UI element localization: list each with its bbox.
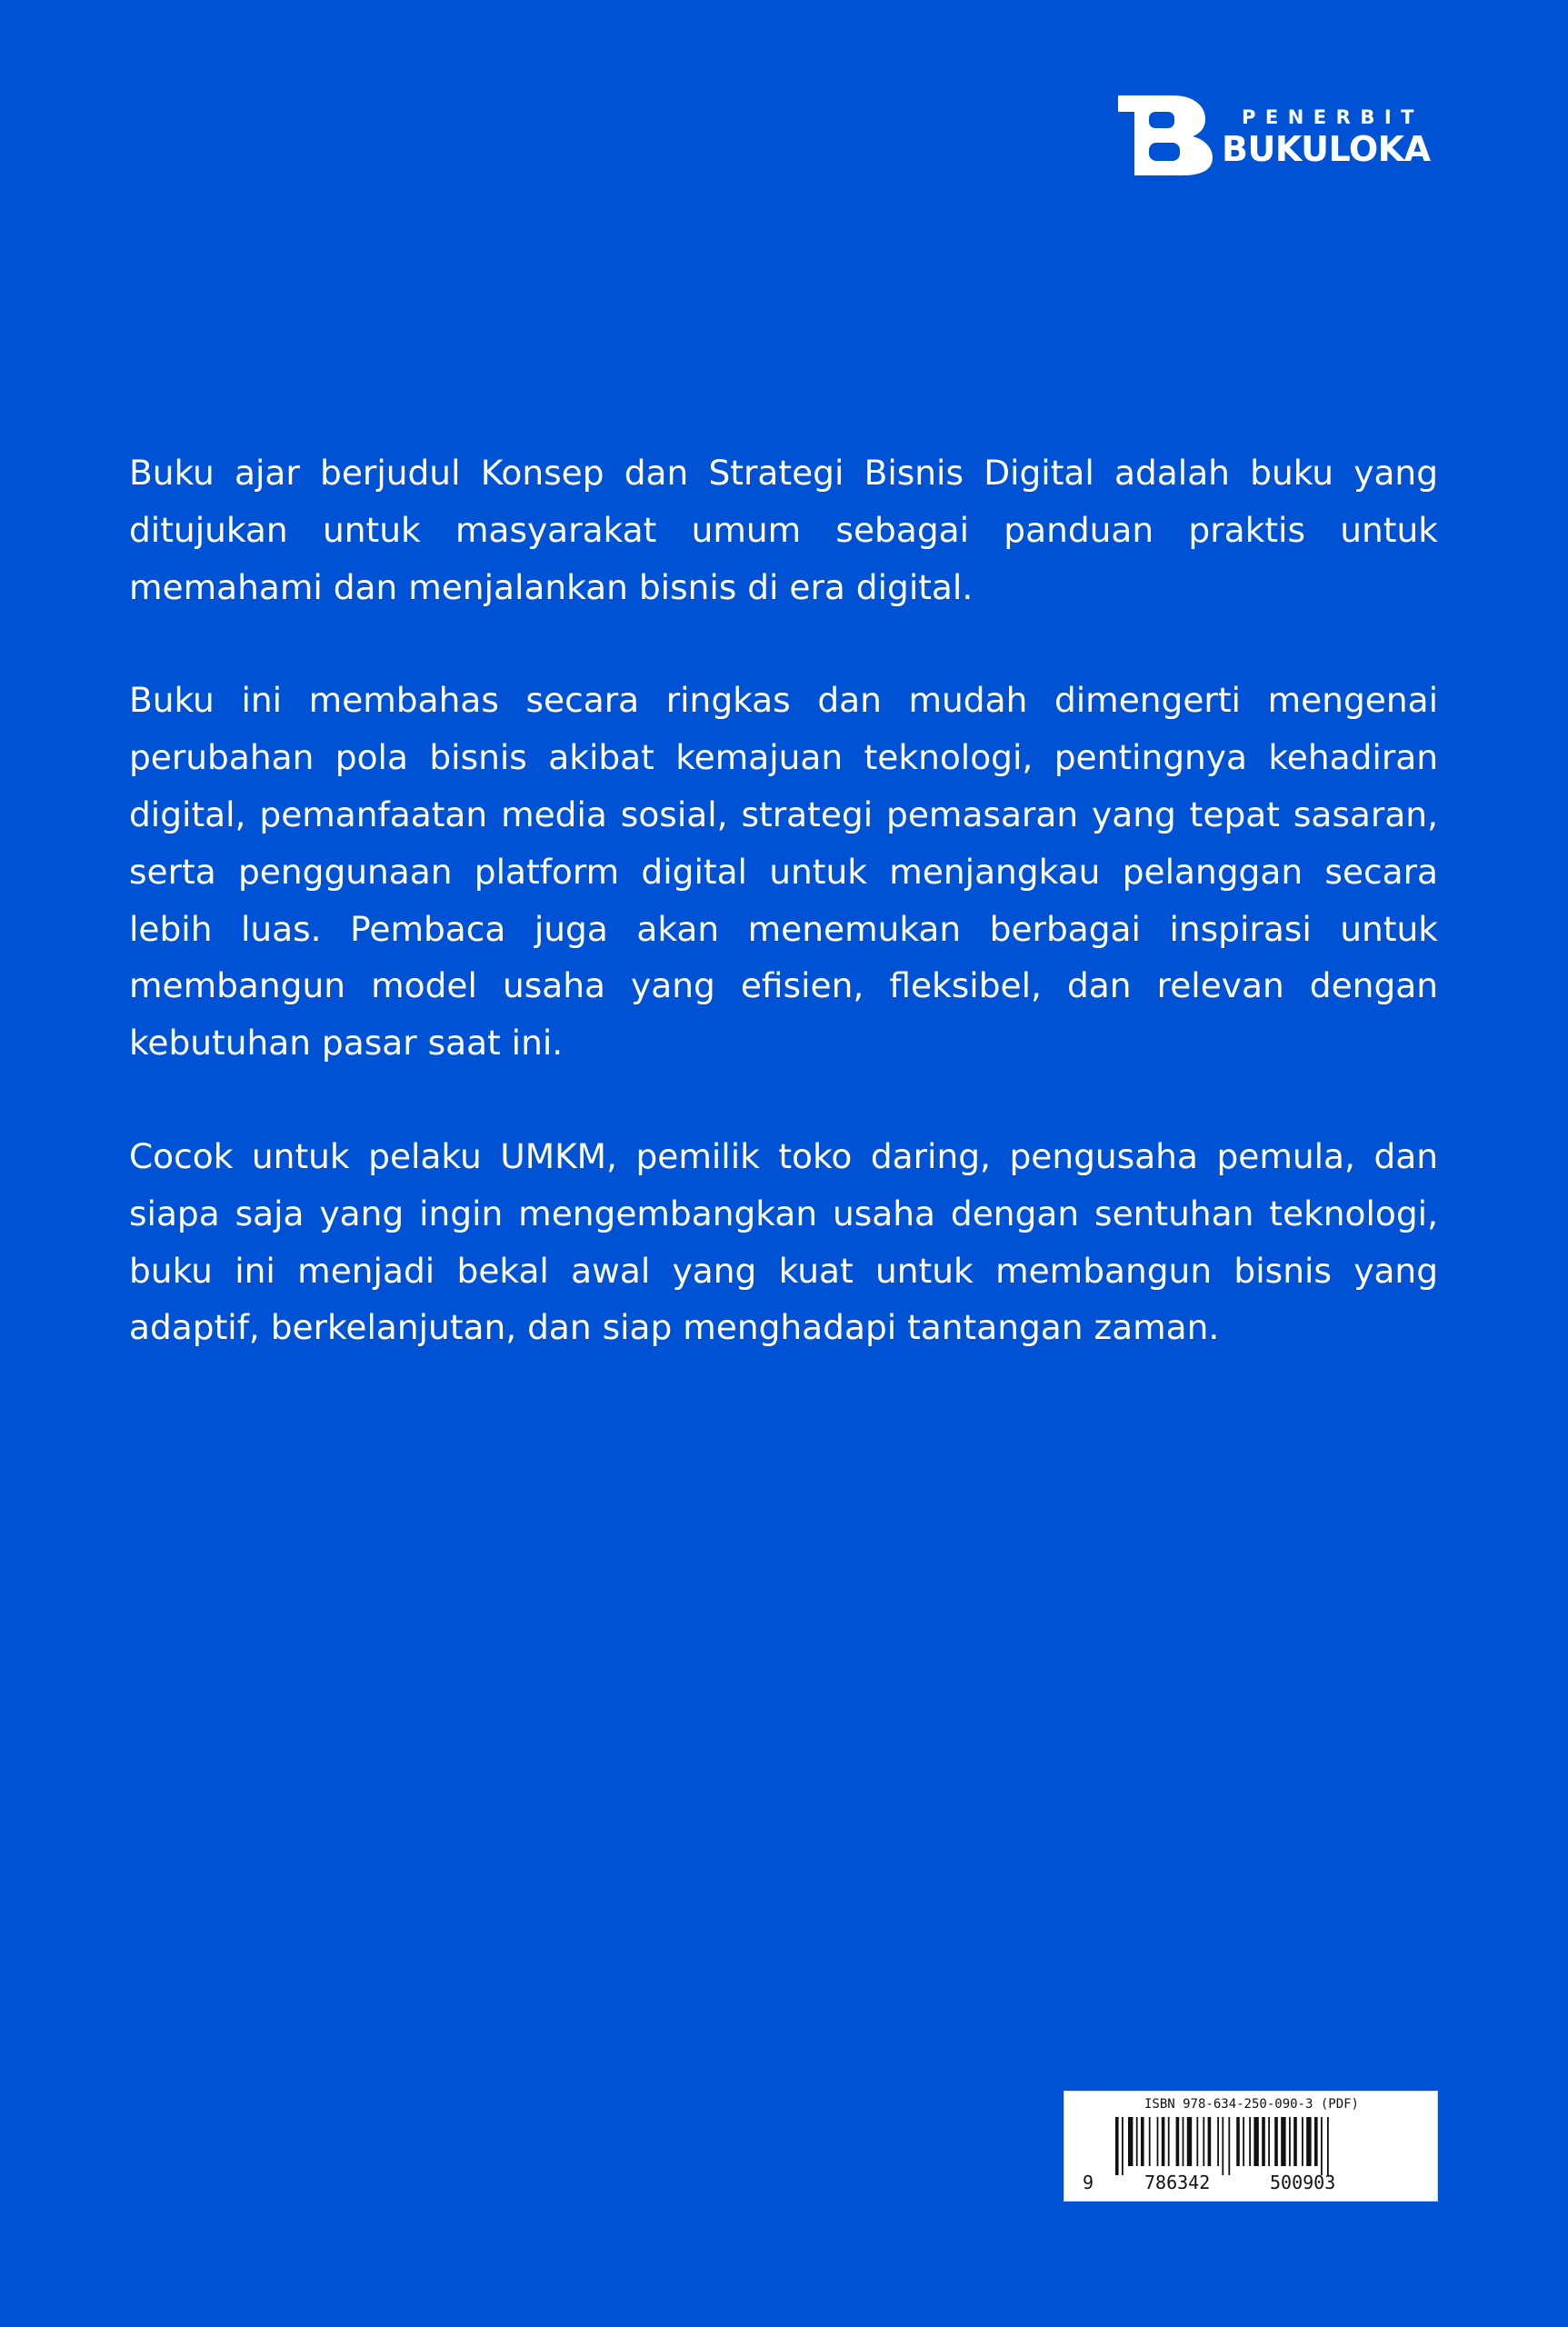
barcode-bar-20 [1249,2117,1251,2166]
barcode-bar-7 [1162,2117,1165,2166]
barcode-bar-17 [1228,2117,1230,2175]
barcode-bar-23 [1268,2117,1270,2166]
barcode-bar-31 [1321,2117,1323,2175]
barcode-bar-5 [1149,2117,1151,2166]
synopsis-paragraph-3: Cocok untuk pelaku UMKM, pemilik toko daring, pengusaha pemula, dan siapa saja yang ingin mengembangkan usaha dengan sentuhan teknologi, buku ini menjadi bekal awal yang kuat untuk membangun bisnis yang adaptif, berkelanjutan, dan siap menghadapi tantangan zaman. [129,1135,1438,1348]
publisher-logo [1118,95,1438,177]
barcode-bar-21 [1253,2117,1258,2166]
barcode-bar-9 [1176,2117,1180,2166]
logo-small-text: PENERBIT [1242,106,1423,128]
barcode-bar-10 [1183,2117,1184,2166]
isbn-label: ISBN 978-634-250-090-3 (PDF) [1144,2097,1359,2112]
barcode-bar-6 [1157,2117,1159,2166]
barcode-bar-22 [1262,2117,1265,2166]
barcode-bar-30 [1314,2117,1318,2166]
barcode-bar-16 [1222,2117,1223,2175]
barcode-bar-11 [1187,2117,1192,2166]
barcode-bar-0 [1115,2117,1119,2175]
barcode-bar-12 [1196,2117,1198,2166]
barcode-bar-27 [1293,2117,1297,2166]
logo-big-text: BUKULOKA [1222,129,1431,169]
barcode-bar-8 [1168,2117,1170,2166]
synopsis-paragraph-2: Buku ini membahas secara ringkas dan mudah dimengerti mengenai perubahan pola bisnis akibat kemajuan teknologi, pentingnya kehadiran digital, pemanfaatan media sosial, strategi pemasaran yang tepat sasaran, serta penggunaan platform digital untuk menjangkau pelanggan secara lebih luas. Pembaca juga akan menemukan berbagai inspirasi untuk membangun model usaha yang efisien, fleksibel, dan relevan dengan kebutuhan pasar saat ini. [129,680,1438,1064]
barcode-bar-32 [1327,2117,1329,2175]
barcode-bar-1 [1122,2117,1124,2175]
barcode-bar-15 [1217,2117,1219,2166]
barcode-bar-26 [1289,2117,1291,2166]
barcode-bar-24 [1274,2117,1278,2166]
synopsis [129,444,1438,1413]
barcode-bar-19 [1243,2117,1244,2166]
isbn-barcode [1064,2091,1438,2202]
bukuloka-b-logo-icon [1118,95,1213,175]
barcode-digits-right: 500903 [1270,2172,1336,2193]
barcode-bar-2 [1128,2117,1133,2166]
barcode-digit-first: 9 [1083,2172,1094,2193]
barcode-bar-29 [1306,2117,1311,2166]
barcode-bar-18 [1236,2117,1240,2166]
barcode-digits-left: 786342 [1144,2172,1211,2193]
barcode-bar-13 [1203,2117,1204,2166]
barcode-bar-28 [1302,2117,1303,2166]
barcode-bar-25 [1281,2117,1285,2166]
barcode-bar-4 [1141,2117,1144,2166]
synopsis-paragraph-1: Buku ajar berjudul Konsep dan Strategi Bisnis Digital adalah buku yang ditujukan untuk masyarakat umum sebagai panduan praktis untuk memahami dan menjalankan bisnis di era digital. [129,453,1438,607]
barcode-bar-3 [1136,2117,1138,2166]
barcode-bar-14 [1208,2117,1212,2166]
